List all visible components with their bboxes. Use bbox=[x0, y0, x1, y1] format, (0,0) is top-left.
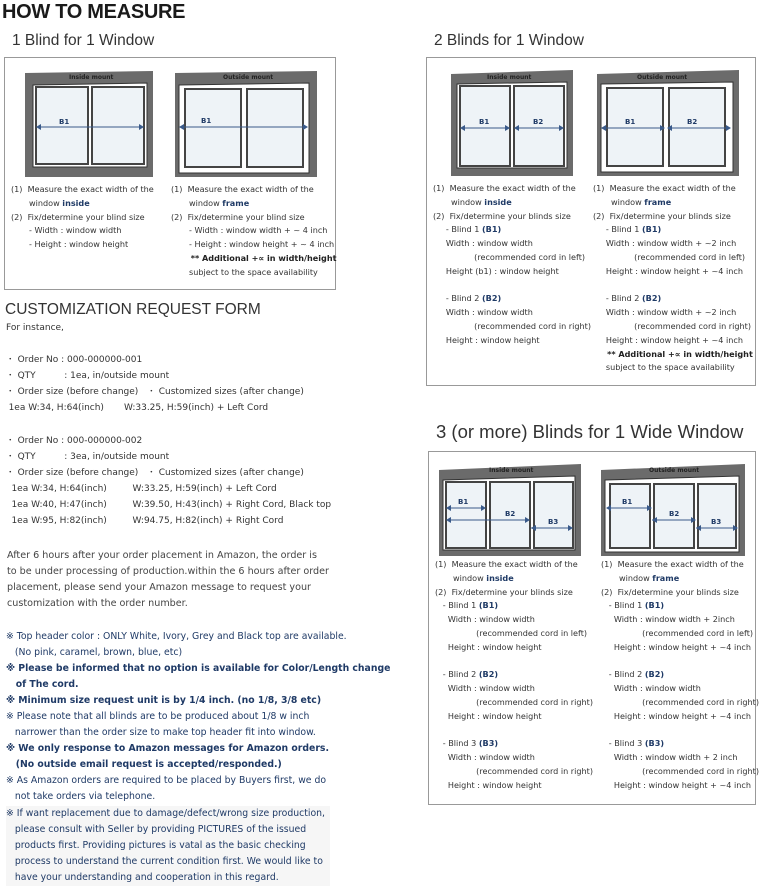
instruction-line: ** Additional +∝ in width/height bbox=[593, 348, 753, 359]
instruction-line: Height : window height bbox=[433, 334, 540, 345]
sec3-inside-instructions bbox=[435, 558, 593, 793]
instruction-line: (recommended cord in right) bbox=[601, 765, 759, 776]
b1-label: B1 bbox=[479, 118, 490, 126]
instruction-line: - Blind 2 (B2) bbox=[435, 669, 499, 680]
instruction-line: Width : window width bbox=[435, 614, 535, 625]
instruction-line: Width : window width bbox=[435, 752, 535, 763]
instruction-line: 1ea W:95, H:82(inch) W:94.75, H:82(inch) + Right Cord bbox=[0, 516, 284, 526]
sec1-outside-instructions bbox=[171, 183, 336, 280]
instruction-line: - Height : window height + ~ 4 inch bbox=[171, 239, 335, 250]
instruction-line: Width : window width bbox=[435, 683, 535, 694]
section2-box bbox=[426, 57, 756, 386]
instruction-line: Width : window width + 2 inch bbox=[601, 752, 738, 763]
b2-label: B2 bbox=[505, 510, 516, 518]
instruction-line: - Width : window width + ~ 4 inch bbox=[171, 225, 328, 236]
instruction-line: (2) Fix/determine your blinds size bbox=[601, 586, 739, 597]
instruction-line: (recommended cord in right) bbox=[435, 696, 593, 707]
section1-title: 1 Blind for 1 Window bbox=[12, 32, 155, 49]
emphasis-text: (B1) bbox=[478, 600, 499, 611]
instruction-line: (recommended cord in left) bbox=[593, 251, 746, 262]
outside-mount-window-2 bbox=[593, 66, 743, 178]
instruction-line bbox=[433, 279, 591, 293]
instruction-line: (1) Measure the exact width of the bbox=[601, 559, 744, 569]
emphasis-text: (B1) bbox=[641, 224, 662, 235]
instruction-line: (recommended cord in left) bbox=[435, 627, 588, 638]
instruction-line: - Blind 2 (B2) bbox=[593, 293, 662, 304]
instruction-line: (recommended cord in right) bbox=[435, 765, 593, 776]
emphasis-text: (B2) bbox=[644, 669, 665, 680]
for-instance: For instance, bbox=[6, 323, 64, 333]
emphasis-text: (B3) bbox=[478, 738, 499, 749]
instruction-line: subject to the space availability bbox=[171, 266, 318, 277]
instruction-line: - Blind 3 (B3) bbox=[601, 738, 665, 749]
emphasis-text: (B1) bbox=[481, 224, 502, 235]
page-heading: HOW TO MEASURE bbox=[2, 1, 186, 23]
inside-mount-window-1 bbox=[19, 67, 157, 179]
emphasis-text: (B2) bbox=[481, 293, 502, 304]
sec3-outside-instructions bbox=[601, 558, 759, 793]
instruction-line: Height : window height + ~4 inch bbox=[601, 641, 751, 652]
instruction-line: Width : window width + 2inch bbox=[601, 614, 735, 625]
instruction-line: (2) Fix/determine your blinds size bbox=[593, 210, 731, 221]
instruction-line: - Blind 1 (B1) bbox=[433, 224, 502, 235]
instruction-line: ・ Order size (before change) ・ Customized sizes (after change) bbox=[0, 468, 304, 478]
instruction-line: window frame bbox=[593, 196, 672, 207]
emphasis-text: inside bbox=[486, 572, 514, 583]
inside-mount-label: Inside mount bbox=[69, 74, 114, 81]
instruction-line: (recommended cord in right) bbox=[433, 320, 591, 331]
instruction-line bbox=[435, 724, 593, 738]
emphasis-text: frame bbox=[652, 572, 680, 583]
instruction-line: ・ QTY : 1ea, in/outside mount bbox=[0, 371, 170, 381]
instruction-line bbox=[601, 724, 759, 738]
instruction-line: - Blind 1 (B1) bbox=[601, 600, 665, 611]
instruction-line: (recommended cord in right) bbox=[601, 696, 759, 707]
instruction-line: ・ QTY : 3ea, in/outside mount bbox=[0, 452, 170, 462]
emphasis-text: inside bbox=[484, 196, 512, 207]
instruction-line: (recommended cord in left) bbox=[433, 251, 586, 262]
instruction-line: window inside bbox=[435, 572, 514, 583]
b2-label: B2 bbox=[669, 510, 680, 518]
instruction-line: Height : window height + ~4 inch bbox=[593, 265, 743, 276]
processing-paragraph: After 6 hours after your order placement in Amazon, the order is to be under processing of production.within the 6 hours after order placement, please send your Amazon message to request your customization with the order number. bbox=[7, 550, 329, 609]
b3-label: B3 bbox=[548, 518, 559, 526]
outside-mount-label: Outside mount bbox=[649, 467, 700, 474]
instruction-line: ・ Order size (before change) ・ Customized sizes (after change) bbox=[0, 387, 304, 397]
instruction-line: subject to the space availability bbox=[593, 362, 735, 373]
emphasis-text: inside bbox=[62, 197, 90, 208]
instruction-line: Width : window width + ~2 inch bbox=[593, 238, 737, 249]
inside-mount-label: Inside mount bbox=[489, 467, 534, 474]
b2-label: B2 bbox=[533, 118, 544, 126]
b1-label: B1 bbox=[622, 498, 633, 506]
emphasis-text: (B2) bbox=[478, 669, 499, 680]
section2-title: 2 Blinds for 1 Window bbox=[434, 32, 584, 49]
sec2-outside-instructions bbox=[593, 182, 753, 375]
note-item: ※ Top header color : ONLY White, Ivory, Grey and Black top are available. (No pink, caramel, brown, blue, etc) bbox=[6, 631, 347, 658]
instruction-line: (recommended cord in left) bbox=[601, 627, 754, 638]
section3-box bbox=[428, 451, 759, 805]
b3-label: B3 bbox=[711, 518, 722, 526]
instruction-line: ・ Order No : 000-000000-001 bbox=[0, 355, 143, 365]
instruction-line: 1ea W:40, H:47(inch) W:39.50, H:43(inch) + Right Cord, Black top bbox=[0, 500, 332, 510]
instruction-line: - Blind 2 (B2) bbox=[433, 293, 502, 304]
emphasis-text: frame bbox=[222, 197, 250, 208]
instruction-line: (1) Measure the exact width of the bbox=[171, 184, 314, 194]
b1-label: B1 bbox=[458, 498, 469, 506]
instruction-line: - Width : window width bbox=[11, 225, 122, 236]
section1-box bbox=[4, 57, 336, 290]
instruction-line: Height : window height + ~4 inch bbox=[601, 710, 751, 721]
instruction-line: Width : window width bbox=[433, 238, 533, 249]
instruction-line: - Height : window height bbox=[11, 239, 129, 250]
example-1 bbox=[0, 352, 304, 416]
b1-label: B1 bbox=[625, 118, 636, 126]
instruction-line: 1ea W:34, H:64(inch) W:33.25, H:59(inch) + Left Cord bbox=[0, 484, 277, 494]
instruction-line: window inside bbox=[11, 197, 90, 208]
emphasis-text: frame bbox=[644, 196, 672, 207]
inside-mount-window-3 bbox=[435, 460, 585, 560]
form-title: CUSTOMIZATION REQUEST FORM bbox=[5, 301, 261, 318]
instruction-line: window frame bbox=[171, 197, 250, 208]
note-item: ※ Please note that all blinds are to be produced about 1/8 w inch narrower than the order size to make top header fit into window. bbox=[6, 711, 316, 738]
instruction-line: (1) Measure the exact width of the bbox=[435, 559, 578, 569]
instruction-line: window inside bbox=[433, 196, 512, 207]
instruction-line: Width : window width bbox=[433, 307, 533, 318]
instruction-line: Height : window height bbox=[435, 710, 542, 721]
instruction-line: Height : window height bbox=[435, 641, 542, 652]
outside-mount-label: Outside mount bbox=[637, 74, 688, 81]
b1-label: B1 bbox=[201, 117, 212, 125]
note-item: ※ Please be informed that no option is available for Color/Length change of The cord. bbox=[6, 663, 391, 690]
instruction-line: - Blind 1 (B1) bbox=[593, 224, 662, 235]
sec2-inside-instructions bbox=[433, 182, 591, 348]
notes-list bbox=[6, 629, 391, 886]
instruction-line bbox=[435, 655, 593, 669]
instruction-line: (2) Fix/determine your blinds size bbox=[433, 210, 571, 221]
outside-mount-window-3 bbox=[597, 460, 749, 560]
instruction-line: (1) Measure the exact width of the bbox=[433, 183, 576, 193]
instruction-line: (1) Measure the exact width of the bbox=[593, 183, 736, 193]
instruction-line: ** Additional +∝ in width/height bbox=[171, 252, 337, 263]
instruction-line: (2) Fix/determine your blind size bbox=[171, 211, 305, 222]
b2-label: B2 bbox=[687, 118, 698, 126]
emphasis-text: (B1) bbox=[644, 600, 665, 611]
instruction-line: (2) Fix/determine your blinds size bbox=[435, 586, 573, 597]
instruction-line: (2) Fix/determine your blind size bbox=[11, 211, 145, 222]
instruction-line: - Blind 3 (B3) bbox=[435, 738, 499, 749]
emphasis-text: (B3) bbox=[644, 738, 665, 749]
instruction-line: window frame bbox=[601, 572, 680, 583]
instruction-line: (1) Measure the exact width of the bbox=[11, 184, 154, 194]
note-item: ※ We only response to Amazon messages for Amazon orders. (No outside email request is accepted/responded.) bbox=[6, 743, 329, 770]
instruction-line: Height : window height + ~4 inch bbox=[601, 779, 751, 790]
note-item: ※ If want replacement due to damage/defect/wrong size production, please consult with Seller by providing PICTURES of the issued products first. Providing pictures is vatal as the basic checking process to understand the current condition first. We would like to have your understanding and cooperation in this regard. bbox=[6, 806, 330, 886]
section3-title: 3 (or more) Blinds for 1 Wide Window bbox=[436, 421, 744, 442]
note-item: ※ Minimum size request unit is by 1/4 inch. (no 1/8, 3/8 etc) bbox=[6, 695, 322, 706]
sec1-inside-instructions bbox=[11, 183, 154, 252]
instruction-line: Height : window height bbox=[435, 779, 542, 790]
instruction-line: - Blind 1 (B1) bbox=[435, 600, 499, 611]
instruction-line bbox=[593, 279, 753, 293]
outside-mount-window-1 bbox=[171, 67, 321, 179]
instruction-line: 1ea W:34, H:64(inch) W:33.25, H:59(inch) + Left Cord bbox=[0, 403, 269, 413]
note-item: ※ As Amazon orders are required to be placed by Buyers first, we do not take orders via telephone. bbox=[6, 775, 327, 802]
instruction-line bbox=[601, 655, 759, 669]
outside-mount-label: Outside mount bbox=[223, 74, 274, 81]
instruction-line: Width : window width + ~2 inch bbox=[593, 307, 737, 318]
inside-mount-window-2 bbox=[447, 66, 577, 178]
example-2 bbox=[0, 433, 331, 529]
inside-mount-label: Inside mount bbox=[487, 74, 532, 81]
instruction-line: - Blind 2 (B2) bbox=[601, 669, 665, 680]
emphasis-text: (B2) bbox=[641, 293, 662, 304]
instruction-line: (recommended cord in right) bbox=[593, 320, 751, 331]
instruction-line: Height : window height + ~4 inch bbox=[593, 334, 743, 345]
b1-label: B1 bbox=[59, 118, 70, 126]
instruction-line: Width : window width bbox=[601, 683, 701, 694]
instruction-line: ・ Order No : 000-000000-002 bbox=[0, 436, 143, 446]
instruction-line: Height (b1) : window height bbox=[433, 265, 559, 276]
